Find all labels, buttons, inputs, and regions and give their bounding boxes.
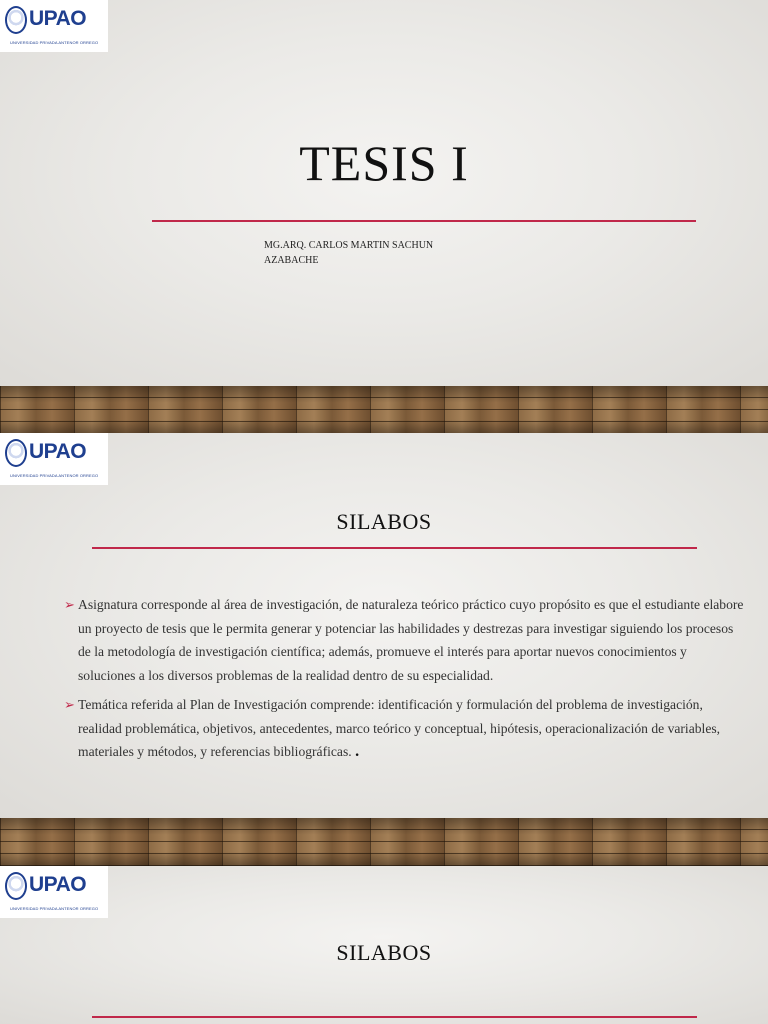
logo-brand: UPAO (29, 440, 87, 463)
author-line-2: AZABACHE (264, 255, 319, 266)
section-title: SILABOS (336, 940, 432, 965)
bullet-text: Temática referida al Plan de Investigación comprende: identificación y formulación del problema de investigación, realidad problemática, objetivos, antecedentes, marco teórico y conceptual, hipótesis, operacionalización de variables, materiales y métodos, y referencias bibliográficas. (78, 697, 721, 759)
author-line-1: MG.ARQ. CARLOS MARTIN SACHUN (264, 240, 434, 251)
wood-floor-strip (0, 818, 768, 866)
logo-tagline: UNIVERSIDAD PRIVADA ANTENOR ORREGO (10, 473, 99, 478)
logo-brand: UPAO (29, 873, 87, 896)
logo-brand: UPAO (29, 7, 87, 30)
upao-logo (0, 866, 108, 918)
bullet-item (64, 693, 744, 764)
bullet-text: Asignatura corresponde al área de investigación, de naturaleza teórico práctico cuyo propósito es que el estudiante elabore un proyecto de tesis que le permita generar y potenciar las habilidades y destrezas para investigar siguiendo los procesos de la metodología de investigación científica; además, promueve el interés para aportar nuevos conocimientos y soluciones a los diversos problemas de la realidad dentro de su especialidad. (78, 597, 744, 683)
slide-title (0, 0, 768, 386)
upao-logo (0, 433, 108, 485)
slide-main-title: TESIS I (299, 135, 469, 191)
university-seal-icon (5, 872, 27, 900)
university-seal-icon (5, 439, 27, 467)
title-divider (152, 220, 696, 222)
arrow-bullet-icon: ➢ (64, 697, 75, 712)
university-seal-icon (5, 6, 27, 34)
section-divider (92, 547, 697, 549)
section-title: SILABOS (336, 509, 432, 534)
slide-silabos-2 (0, 866, 768, 1024)
trailing-mark: . (355, 743, 360, 760)
section-divider (92, 1016, 697, 1018)
upao-logo (0, 0, 108, 52)
bullet-list (64, 593, 744, 770)
arrow-bullet-icon: ➢ (64, 597, 75, 612)
logo-tagline: UNIVERSIDAD PRIVADA ANTENOR ORREGO (10, 40, 99, 45)
bullet-item (64, 593, 744, 687)
wood-floor-strip (0, 386, 768, 434)
logo-tagline: UNIVERSIDAD PRIVADA ANTENOR ORREGO (10, 906, 99, 911)
author-block (264, 238, 484, 268)
slide-silabos (0, 433, 768, 818)
